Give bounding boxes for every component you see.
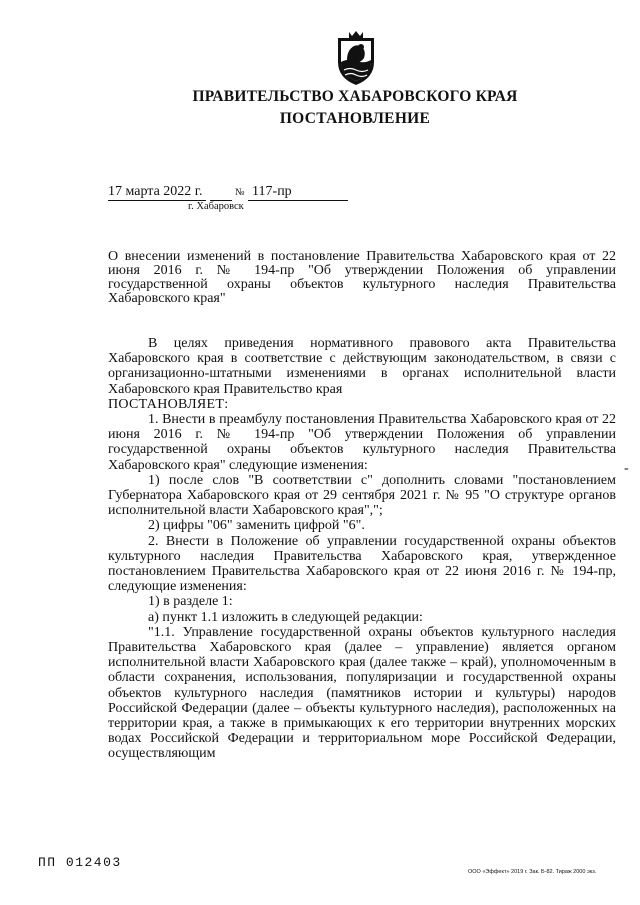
print-info: ООО «Эффект» 2019 г. Зак. Б-82. Тираж 2000 экз.: [468, 869, 597, 875]
paragraph-2: 2. Внести в Положение об управлении государственной охраны объектов культурного наследия Правительства Хабаровского края, утвержденное постановлением Правительства Хабаровского края от 22 июня 2016 г. № 194-пр, следующие изменения:: [108, 533, 616, 595]
preamble-paragraph: В целях приведения нормативного правового акта Правительства Хабаровского края в соответствие с действующим законодательством, в связи с организационно-штатными изменениями в органах исполнительной власти Хабаровского края Правительство края: [108, 336, 616, 397]
document-subject: О внесении изменений в постановление Правительства Хабаровского края от 22 июня 2016 г. № 194-пр "Об утверждении Положения об управлении государственной охраны объектов культурного наследия Правительства Хабаровского края": [108, 249, 616, 306]
paragraph-1-item-2: 2) цифры "06" заменить цифрой "6".: [148, 518, 365, 534]
form-serial-number: ПП 012403: [38, 855, 122, 870]
margin-mark: -: [624, 461, 629, 476]
postanovlyaet-label: ПОСТАНОВЛЯЕТ:: [108, 396, 229, 412]
date-number-line: [108, 184, 348, 201]
paragraph-2-item-1a-text: "1.1. Управление государственной охраны объектов культурного наследия Правительства Хабаровского края (далее – управление) является органом исполнительной власти Хабаровского края (далее также – край), уполномоченным в области сохранения, использования, популяризации и государственной охраны объектов культурного наследия (памятников истории и культуры) народов Российской Федерации (далее – объекты культурного наследия), расположенных на территории края, а также в примыкающих к его территории внутренних морских водах Российской Федерации и территориальном море Российской Федерации, осуществляющим: [108, 624, 616, 762]
paragraph-1: 1. Внести в преамбулу постановления Правительства Хабаровского края от 22 июня 2016 г. № 194-пр "Об утверждении Положения об управлении государственной охраны объектов культурного наследия Правительства Хабаровского края" следующие изменения:: [108, 412, 616, 473]
paragraph-2-item-1: 1) в разделе 1:: [148, 594, 233, 610]
coat-of-arms-emblem: [334, 30, 378, 86]
paragraph-2-item-1a: а) пункт 1.1 изложить в следующей редакции:: [148, 609, 423, 625]
document-number: 117-пр: [248, 184, 348, 201]
document-city: г. Хабаровск: [188, 201, 244, 212]
document-date: 17 марта 2022 г.: [108, 184, 206, 201]
organization-title: ПРАВИТЕЛЬСТВО ХАБАРОВСКОГО КРАЯ: [192, 88, 518, 105]
paragraph-1-item-1: 1) после слов "В соответствии с" дополнить словами "постановлением Губернатора Хабаровского края от 29 сентября 2021 г. № 95 "О структуре органов исполнительной власти Хабаровского края",";: [108, 472, 616, 519]
document-type-title: ПОСТАНОВЛЕНИЕ: [279, 110, 431, 127]
document-body: [108, 336, 616, 762]
number-label: №: [235, 187, 245, 198]
